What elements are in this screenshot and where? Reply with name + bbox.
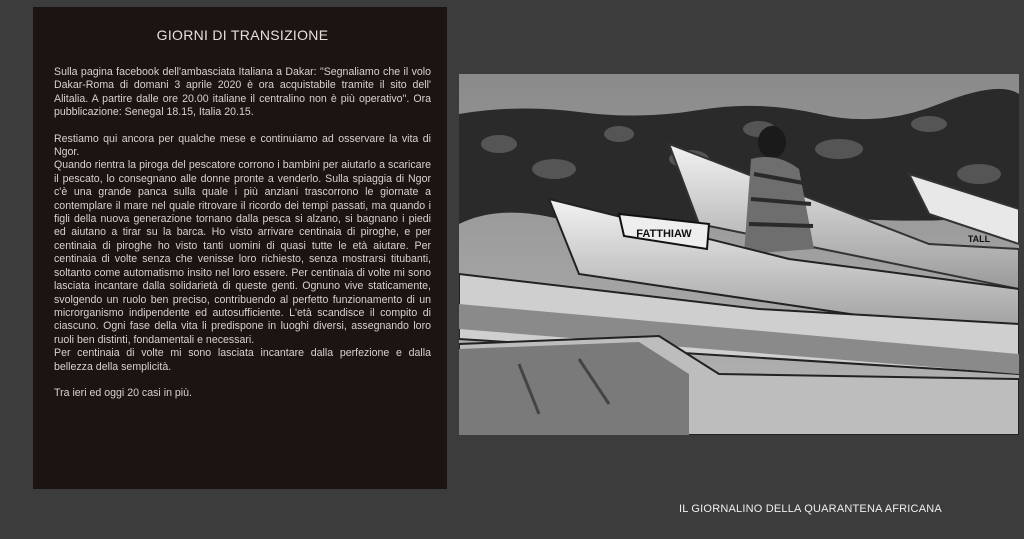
beach-boats-photo [459, 74, 1019, 435]
article-title: GIORNI DI TRANSIZIONE [156, 27, 329, 43]
boat-name-text: FATTHIAW [636, 228, 692, 240]
article-panel [33, 7, 447, 489]
paragraph-gap [54, 120, 431, 133]
paragraph-fishermen: Quando rientra la piroga del pescatore corrono i bambini per aiutarlo a scaricare il pescato, lo consegnano alle donne pronte a venderlo. Sulla spiaggia di Ngor c'è una grande panca sulla quale i più anziani trascorrono le giornate a contemplare il mare nel quale ritrovare il ricordo dei tempi passati, ma quando i figli della nuova generazione tornano dalla pesca si alzano, si bagnano i piedi ed aiutano a tirar su la barca. Ho visto arrivare centinaia di piroghe, e per centinaia di piroghe ho visto tanti uomini di quasi tutte le età aiutare. Per centinaia di volte senza che venisse loro richiesto, senza mostrarsi titubanti, soltanto come automatismo insito nel loro essere. Per centinaia di volte mi sono lasciata incantare dalla solidarietà di queste genti. Ognuno vive staticamente, svolgendo un ruolo ben preciso, contribuendo al perfetto funzionamento di un microrganismo indipendente ed autosufficiente. L'età scandisce il compito di ciascuno. Ogni fase della vita li predispone in luoghi diversi, assegnando loro ruoli ben distinti, fondamentali e necessari. [54, 159, 431, 346]
paragraph-cases: Tra ieri ed oggi 20 casi in più. [54, 386, 192, 399]
paragraph-gap [54, 374, 431, 387]
paragraph-intro: Restiamo qui ancora per qualche mese e continuiamo ad osservare la vita di Ngor. [54, 132, 431, 159]
boat-foreground-side [459, 342, 689, 435]
paragraph-embassy: Sulla pagina facebook dell'ambasciata Italiana a Dakar: "Segnaliamo che il volo Dakar-Roma di domani 3 aprile 2020 è ora acquistabile tramite il sito dell' Alitalia. A partire dalle ore 20.00 italiane il centralino non è più operativo". Ora pubblicazione: Senegal 18.15, Italia 20.15. [54, 66, 431, 119]
footer-title: IL GIORNALINO DELLA QUARANTENA AFRICANA [679, 503, 942, 515]
paragraph-beauty: Per centinaia di volte mi sono lasciata incantare dalla perfezione e dalla bellezza della semplicità. [54, 347, 431, 373]
boat-name-text-right: TALL [967, 234, 991, 244]
photo-illustration [459, 74, 1019, 435]
